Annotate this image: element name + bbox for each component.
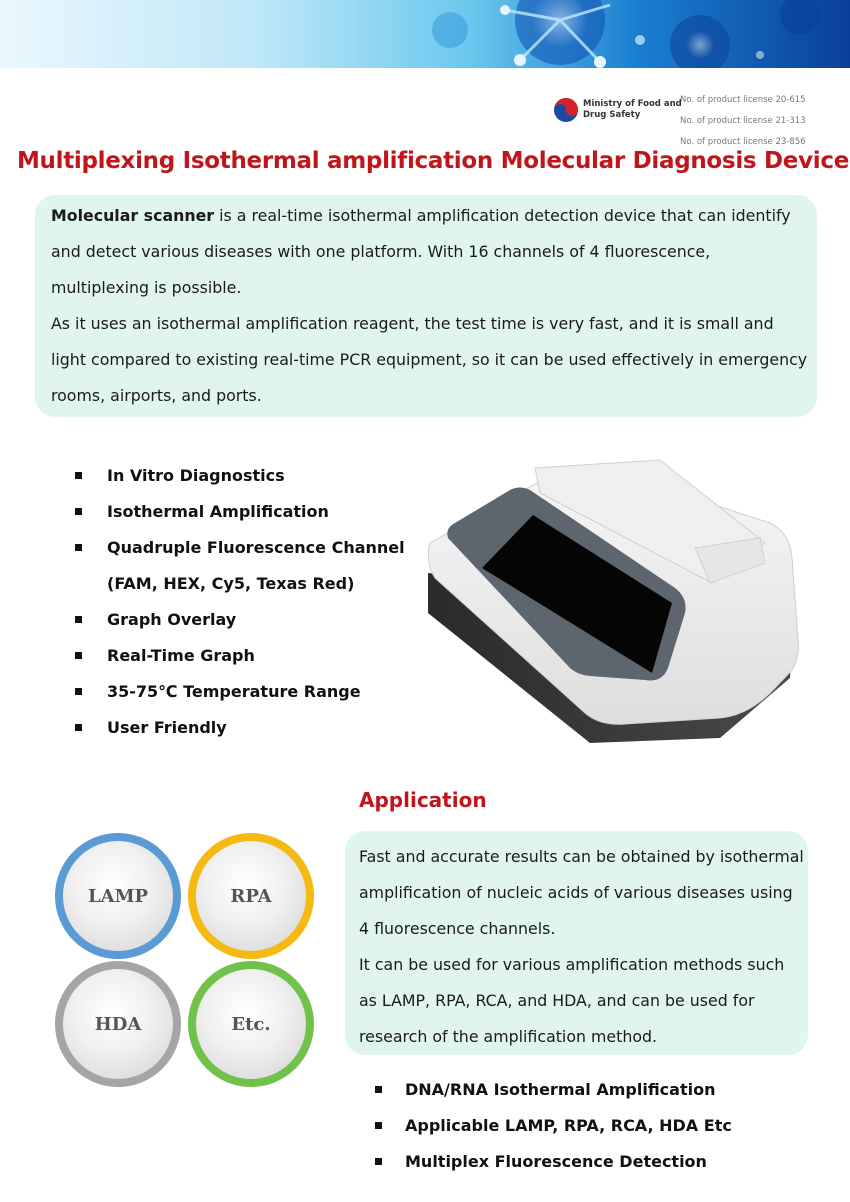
list-item (70, 638, 410, 674)
feature-label: User Friendly (107, 718, 227, 737)
feature-label: Isothermal Amplification (107, 502, 329, 521)
application-heading: Application (359, 788, 487, 812)
feature-label: (FAM, HEX, Cy5, Texas Red) (107, 574, 355, 593)
intro-box (35, 195, 817, 417)
bullet-icon (375, 1122, 382, 1129)
list-item (70, 710, 410, 746)
application-text (359, 839, 804, 1055)
bullet-icon (75, 688, 82, 695)
feature-list (70, 458, 410, 746)
bullet-icon (75, 724, 82, 731)
application-box (345, 831, 808, 1055)
feature-label: Multiplex Fluorescence Detection (405, 1152, 707, 1171)
intro-paragraph-1 (51, 198, 811, 306)
rpa-circle (188, 833, 314, 959)
feature-label: Applicable LAMP, RPA, RCA, HDA Etc (405, 1116, 732, 1135)
bullet-icon (75, 616, 82, 623)
feature-label: Quadruple Fluorescence Channel (107, 538, 405, 557)
license-line: No. of product license 23-856 (680, 137, 806, 147)
feature-label: DNA/RNA Isothermal Amplification (405, 1080, 716, 1099)
list-item (70, 674, 410, 710)
ministry-name-line1: Ministry of Food and (583, 99, 682, 109)
feature-label: 35-75℃ Temperature Range (107, 682, 361, 701)
bullet-icon (75, 472, 82, 479)
method-circles (55, 830, 320, 1090)
license-numbers (680, 90, 840, 153)
list-item-continuation (70, 566, 410, 602)
bullet-icon (375, 1158, 382, 1165)
application-paragraph-2: It can be used for various amplification methods such as LAMP, RPA, RCA, and HDA, and can be used for research of the amplification method. (359, 955, 785, 1046)
virus-banner-image (0, 0, 850, 68)
list-item (70, 602, 410, 638)
etc-circle (188, 961, 314, 1087)
feature-label: Graph Overlay (107, 610, 237, 629)
product-name: Molecular scanner (51, 206, 215, 225)
list-item (70, 458, 410, 494)
ministry-name-line2: Drug Safety (583, 110, 641, 120)
bullet-icon (375, 1086, 382, 1093)
method-label: HDA (94, 1013, 142, 1035)
license-line: No. of product license 20-615 (680, 95, 806, 105)
application-paragraph-1: Fast and accurate results can be obtained by isothermal amplification of nucleic acids of various diseases using 4 fluorescence channels. (359, 847, 804, 938)
feature-label: Real-Time Graph (107, 646, 255, 665)
intro-text (51, 198, 811, 414)
intro-paragraph-1-text: is a real-time isothermal amplification detection device that can identify and detect various diseases with one platform. With 16 channels of 4 fluorescence, multiplexing is possible. (51, 206, 791, 297)
intro-paragraph-2: As it uses an isothermal amplification reagent, the test time is very fast, and it is small and light compared to existing real-time PCR equipment, so it can be used effectively in emergency rooms, airports, and ports. (51, 314, 808, 405)
lamp-circle (55, 833, 181, 959)
list-item (370, 1144, 810, 1180)
hda-circle (55, 961, 181, 1087)
ministry-logo (553, 95, 683, 129)
taegeuk-emblem-icon (553, 97, 579, 123)
bullet-icon (75, 652, 82, 659)
method-label: Etc. (231, 1013, 271, 1035)
list-item (370, 1108, 810, 1144)
list-item (370, 1072, 810, 1108)
license-line: No. of product license 21-313 (680, 116, 806, 126)
header-banner (0, 0, 850, 68)
application-feature-list (370, 1072, 810, 1180)
device-image (420, 438, 810, 748)
page-title: Multiplexing Isothermal amplification Molecular Diagnosis Device (16, 148, 850, 174)
feature-label: In Vitro Diagnostics (107, 466, 285, 485)
ministry-name (583, 99, 693, 121)
bullet-icon (75, 544, 82, 551)
list-item (70, 494, 410, 530)
bullet-icon (75, 508, 82, 515)
method-label: RPA (230, 885, 272, 907)
method-label: LAMP (87, 885, 149, 907)
list-item (70, 530, 410, 566)
